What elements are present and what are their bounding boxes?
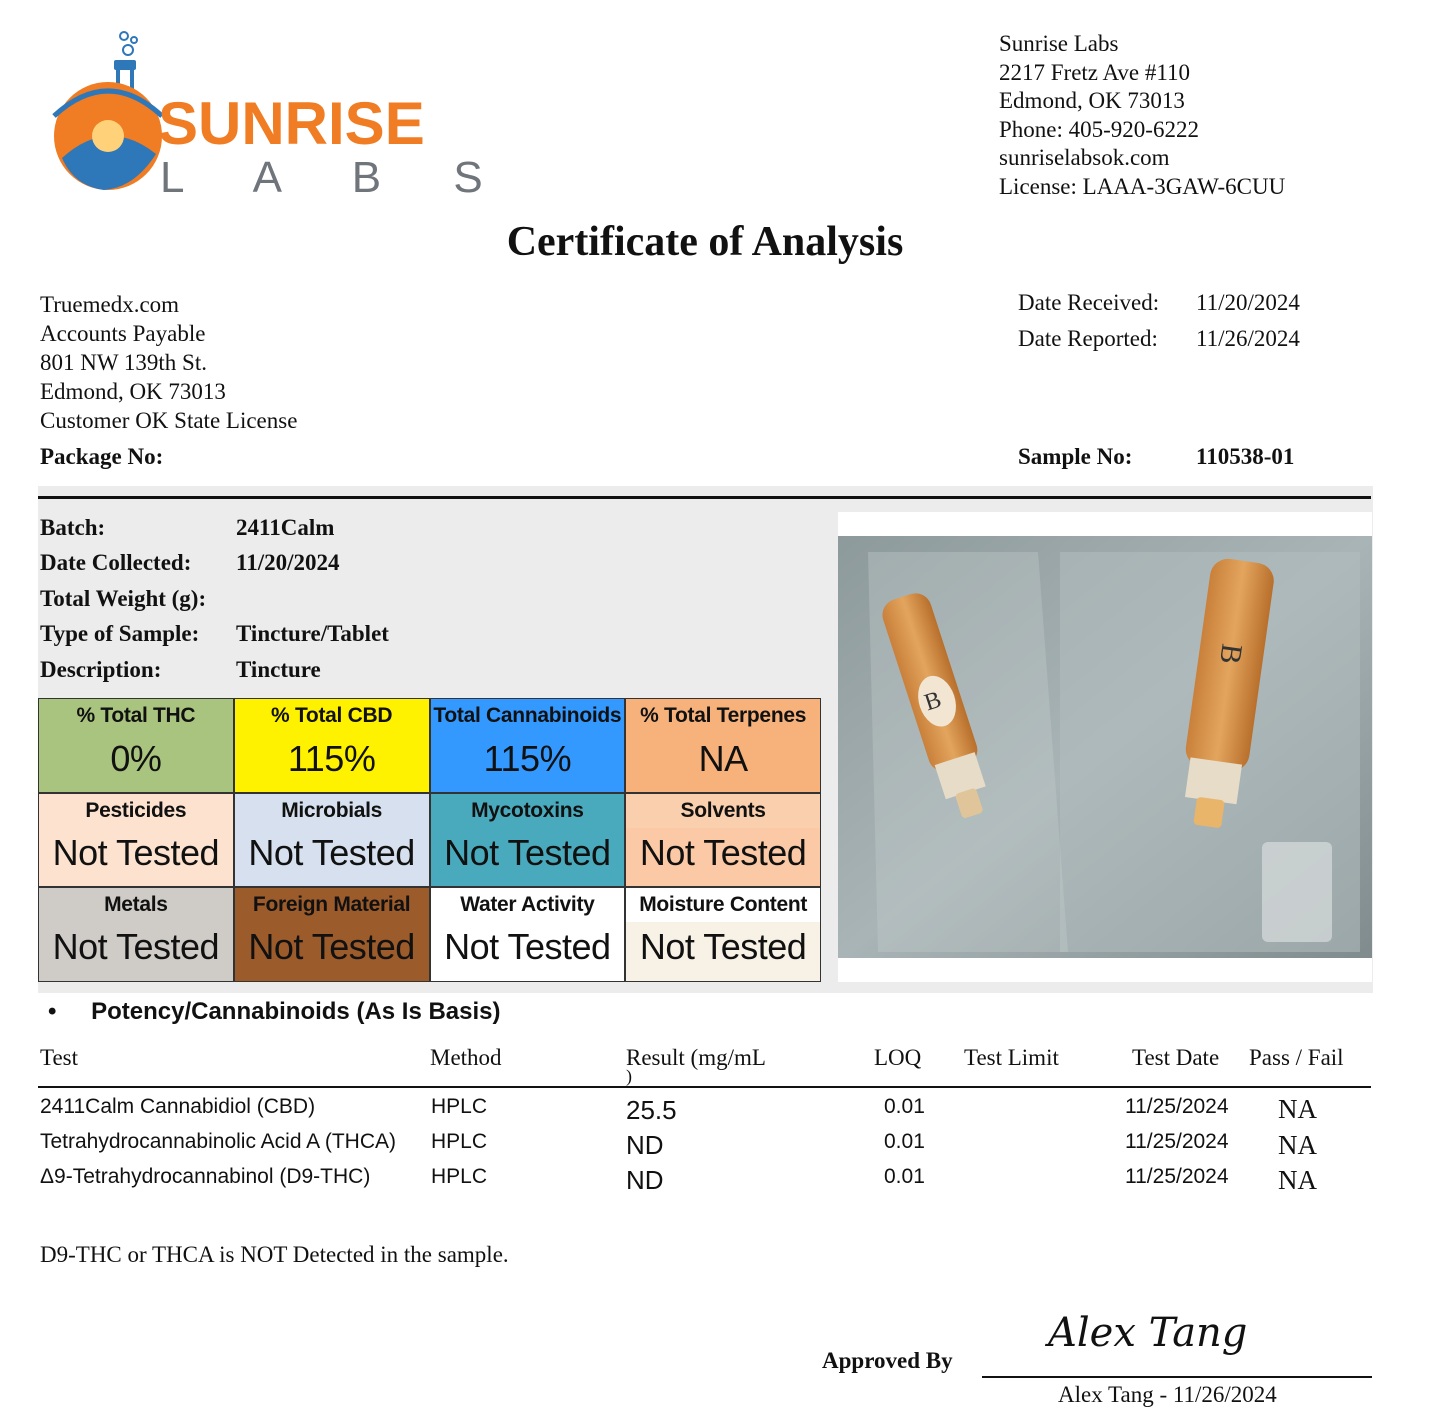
- row-result: ND: [626, 1165, 664, 1195]
- svg-text:B: B: [1213, 641, 1249, 667]
- svg-text:B: B: [921, 686, 945, 717]
- summary-value: Not Tested: [248, 831, 415, 873]
- flask-sun-icon: [44, 26, 513, 202]
- row-loq: 0.01: [884, 1130, 925, 1153]
- summary-label: % Total THC: [76, 704, 196, 727]
- col-pass-fail: Pass / Fail: [1249, 1045, 1344, 1070]
- top-divider: [38, 496, 1371, 499]
- lab-website[interactable]: sunriselabsok.com: [999, 145, 1170, 171]
- summary-label: Solvents: [626, 794, 820, 828]
- row-test: 2411Calm Cannabidiol (CBD): [40, 1095, 316, 1118]
- summary-value: NA: [698, 738, 748, 779]
- sample-type-label: Type of Sample:: [40, 621, 200, 646]
- summary-value: Not Tested: [52, 926, 220, 968]
- summary-value: Not Tested: [52, 831, 220, 873]
- col-result-wrap: ): [626, 1066, 632, 1086]
- date-collected-value: 11/20/2024: [236, 550, 340, 575]
- summary-label: Pesticides: [39, 794, 233, 828]
- summary-grid: [38, 698, 821, 982]
- summary-value: Not Tested: [639, 926, 807, 968]
- batch-label: Batch:: [40, 515, 106, 540]
- detection-note: D9-THC or THCA is NOT Detected in the sample.: [40, 1242, 509, 1267]
- summary-label: Foreign Material: [235, 888, 429, 922]
- summary-label: Moisture Content: [626, 888, 820, 922]
- lab-city: Edmond, OK 73013: [999, 88, 1185, 114]
- summary-cell-total-terpenes: [625, 698, 821, 793]
- customer-line: Edmond, OK 73013: [40, 379, 226, 404]
- summary-cell-microbials: [234, 793, 430, 888]
- description-row: [40, 657, 321, 683]
- summary-label: Total Cannabinoids: [433, 704, 622, 727]
- row-pass-fail: NA: [1278, 1130, 1317, 1160]
- batch-value: 2411Calm: [236, 515, 335, 540]
- summary-value: 115%: [287, 738, 376, 779]
- bullet: •: [48, 998, 57, 1025]
- summary-label: % Total CBD: [271, 704, 393, 727]
- summary-cell-moisture-content: [625, 887, 821, 982]
- row-pass-fail: NA: [1278, 1165, 1317, 1195]
- date-reported-value: 11/26/2024: [1196, 326, 1300, 351]
- row-test: Tetrahydrocannabinolic Acid A (THCA): [40, 1130, 397, 1153]
- summary-value: 115%: [483, 738, 572, 779]
- date-collected-label: Date Collected:: [40, 550, 192, 575]
- potency-heading: [48, 998, 501, 1026]
- row-loq: 0.01: [884, 1095, 925, 1118]
- total-weight-row: [40, 586, 206, 612]
- svg-text:L A B S: L A B S: [160, 153, 513, 202]
- approver-name-date: Alex Tang - 11/26/2024: [1058, 1382, 1277, 1407]
- row-method: HPLC: [431, 1095, 488, 1118]
- total-weight-label: Total Weight (g):: [40, 586, 207, 611]
- customer-block: [40, 290, 297, 435]
- signature-line: [982, 1376, 1372, 1378]
- summary-label: Mycotoxins: [431, 794, 625, 828]
- svg-text:SUNRISE: SUNRISE: [158, 90, 425, 157]
- customer-line: Customer OK State License: [40, 408, 298, 433]
- svg-text:Alex Tang: Alex Tang: [1048, 1310, 1248, 1356]
- row-loq: 0.01: [884, 1165, 925, 1188]
- customer-line: 801 NW 139th St.: [40, 350, 207, 375]
- summary-value: Not Tested: [639, 831, 807, 873]
- col-test: Test: [40, 1045, 78, 1070]
- lab-phone: Phone: 405-920-6222: [999, 116, 1199, 142]
- lab-address-block: [999, 30, 1285, 202]
- description-value: Tincture: [236, 657, 321, 682]
- col-test-limit: Test Limit: [964, 1045, 1059, 1070]
- customer-line: Truemedx.com: [40, 292, 180, 317]
- summary-cell-solvents: [625, 793, 821, 888]
- sample-vials-image: [838, 512, 1372, 982]
- summary-cell-water-activity: [430, 887, 626, 982]
- sample-number: 110538-01: [1196, 444, 1295, 469]
- date-collected-row: [40, 550, 340, 576]
- summary-value: 0%: [110, 738, 162, 779]
- row-result: 25.5: [626, 1095, 677, 1125]
- row-date: 11/25/2024: [1125, 1130, 1229, 1153]
- sample-photo: [838, 512, 1372, 982]
- lab-name: Sunrise Labs: [999, 31, 1119, 56]
- date-reported-label: Date Reported:: [1018, 326, 1158, 351]
- summary-cell-pesticides: [38, 793, 234, 888]
- row-date: 11/25/2024: [1125, 1095, 1229, 1118]
- signature: [1040, 1300, 1300, 1366]
- col-method: Method: [430, 1045, 502, 1070]
- summary-cell-total-cannabinoids: [430, 698, 626, 793]
- summary-value: Not Tested: [444, 831, 611, 873]
- row-method: HPLC: [431, 1130, 488, 1153]
- lab-street: 2217 Fretz Ave #110: [999, 59, 1190, 85]
- customer-line: Accounts Payable: [40, 321, 206, 346]
- sample-type-value: Tincture/Tablet: [236, 621, 389, 646]
- table-header-rule: [38, 1086, 1371, 1088]
- row-method: HPLC: [431, 1165, 488, 1188]
- row-date: 11/25/2024: [1125, 1165, 1229, 1188]
- sample-label: Sample No:: [1018, 444, 1133, 469]
- sample-type-row: [40, 621, 389, 647]
- lab-license: License: LAAA-3GAW-6CUU: [999, 173, 1286, 199]
- col-loq: LOQ: [874, 1045, 922, 1070]
- summary-cell-total-cbd: [234, 698, 430, 793]
- summary-value: Not Tested: [248, 926, 415, 968]
- summary-cell-foreign-material: [234, 887, 430, 982]
- potency-title: Potency/Cannabinoids (As Is Basis): [91, 998, 501, 1025]
- summary-label: % Total Terpenes: [640, 704, 807, 727]
- col-result: Result (mg/mL: [626, 1045, 766, 1070]
- approved-by-label: Approved By: [822, 1348, 953, 1373]
- date-received-value: 11/20/2024: [1196, 290, 1300, 315]
- signature-image: [1040, 1300, 1300, 1366]
- summary-label: Microbials: [235, 794, 429, 828]
- row-pass-fail: NA: [1278, 1094, 1317, 1124]
- summary-cell-mycotoxins: [430, 793, 626, 888]
- description-label: Description:: [40, 657, 162, 682]
- summary-label: Metals: [39, 888, 233, 922]
- page-title: Certificate of Analysis: [506, 219, 904, 265]
- summary-cell-total-thc: [38, 698, 234, 793]
- date-received-label: Date Received:: [1018, 290, 1160, 315]
- summary-cell-metals: [38, 887, 234, 982]
- summary-value: Not Tested: [444, 926, 611, 968]
- summary-label: Water Activity: [431, 888, 625, 922]
- package-label: Package No:: [40, 444, 164, 469]
- row-test: Δ9-Tetrahydrocannabinol (D9-THC): [40, 1165, 371, 1188]
- row-result: ND: [626, 1130, 664, 1160]
- batch-row: [40, 515, 335, 541]
- company-logo: [44, 26, 513, 202]
- col-test-date: Test Date: [1132, 1045, 1220, 1070]
